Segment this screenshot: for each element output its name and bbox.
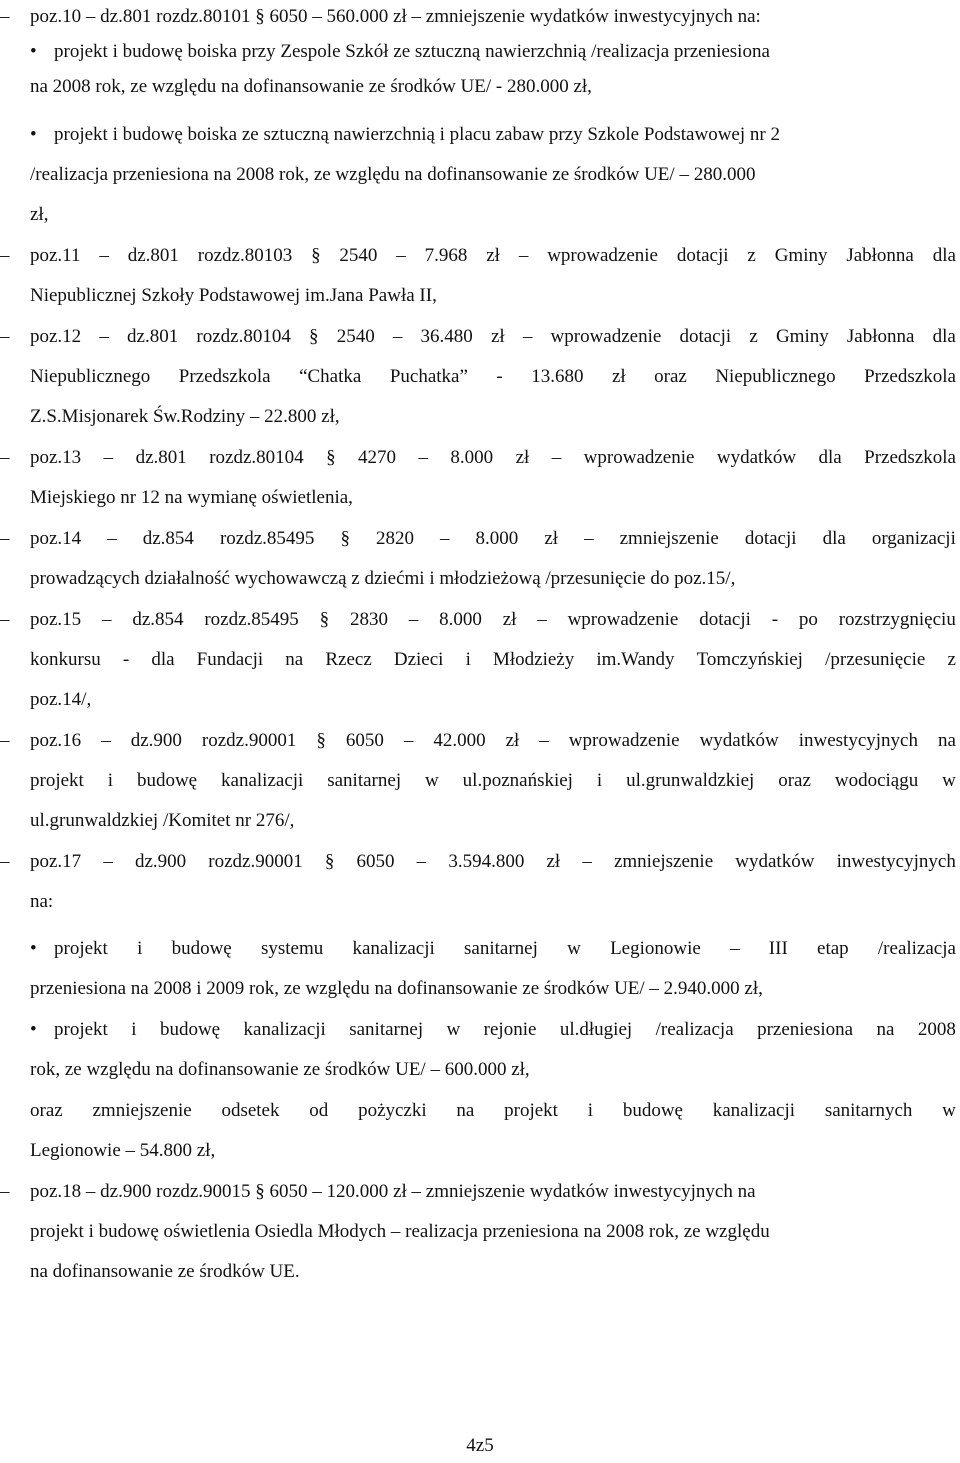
text-line: Legionowie – 54.800 zł, xyxy=(30,1140,216,1161)
text-line: projekt i budowę oświetlenia Osiedla Młodych – realizacja przeniesiona na 2008 rok, ze względu xyxy=(30,1221,770,1242)
list-dash-marker: – xyxy=(0,245,10,266)
text-line: prowadzących działalność wychowawczą z dziećmi i młodzieżową /przesunięcie do poz.15/, xyxy=(30,568,736,589)
text-line: Niepublicznego Przedszkola “Chatka Puchatka” - 13.680 zł oraz Niepublicznego Przedszkola xyxy=(30,366,956,387)
list-dash-marker: – xyxy=(0,326,10,347)
list-dash-marker: – xyxy=(0,6,10,27)
text-line: konkursu - dla Fundacji na Rzecz Dzieci i Młodzieży im.Wandy Tomczyńskiej /przesunięcie z xyxy=(30,649,956,670)
list-dash-marker: – xyxy=(0,851,10,872)
text-line: poz.13 – dz.801 rozdz.80104 § 4270 – 8.000 zł – wprowadzenie wydatków dla Przedszkola xyxy=(30,447,956,468)
list-bullet-marker: • xyxy=(30,1019,37,1040)
text-line: Miejskiego nr 12 na wymianę oświetlenia, xyxy=(30,487,353,508)
text-line: ul.grunwaldzkiej /Komitet nr 276/, xyxy=(30,810,295,831)
list-bullet-marker: • xyxy=(30,124,37,145)
text-line: poz.12 – dz.801 rozdz.80104 § 2540 – 36.480 zł – wprowadzenie dotacji z Gminy Jabłonna dla xyxy=(30,326,956,347)
text-line: projekt i budowę kanalizacji sanitarnej w rejonie ul.długiej /realizacja przeniesiona na 2008 xyxy=(54,1019,956,1040)
list-dash-marker: – xyxy=(0,609,10,630)
text-line: rok, ze względu na dofinansowanie ze środków UE/ – 600.000 zł, xyxy=(30,1059,530,1080)
text-line: Niepublicznej Szkoły Podstawowej im.Jana Pawła II, xyxy=(30,285,437,306)
text-line: na dofinansowanie ze środków UE. xyxy=(30,1261,300,1282)
list-bullet-marker: • xyxy=(30,41,37,62)
page-number: 4z5 xyxy=(466,1435,494,1456)
text-line: poz.17 – dz.900 rozdz.90001 § 6050 – 3.594.800 zł – zmniejszenie wydatków inwestycyjnych xyxy=(30,851,956,872)
list-dash-marker: – xyxy=(0,447,10,468)
text-line: projekt i budowę boiska przy Zespole Szkół ze sztuczną nawierzchnią /realizacja przeniesiona xyxy=(54,41,770,62)
text-line: na 2008 rok, ze względu na dofinansowanie ze środków UE/ - 280.000 zł, xyxy=(30,76,592,97)
list-dash-marker: – xyxy=(0,730,10,751)
text-line: poz.10 – dz.801 rozdz.80101 § 6050 – 560.000 zł – zmniejszenie wydatków inwestycyjnych na: xyxy=(30,6,761,27)
list-dash-marker: – xyxy=(0,528,10,549)
text-line: poz.15 – dz.854 rozdz.85495 § 2830 – 8.000 zł – wprowadzenie dotacji - po rozstrzygnięciu xyxy=(30,609,956,630)
text-line: poz.18 – dz.900 rozdz.90015 § 6050 – 120.000 zł – zmniejszenie wydatków inwestycyjnych na xyxy=(30,1181,756,1202)
text-line: poz.14/, xyxy=(30,689,92,710)
text-line: poz.11 – dz.801 rozdz.80103 § 2540 – 7.968 zł – wprowadzenie dotacji z Gminy Jabłonna dla xyxy=(30,245,956,266)
text-line: poz.16 – dz.900 rozdz.90001 § 6050 – 42.000 zł – wprowadzenie wydatków inwestycyjnych na xyxy=(30,730,956,751)
text-line: projekt i budowę kanalizacji sanitarnej w ul.poznańskiej i ul.grunwaldzkiej oraz wodociągu w xyxy=(30,770,956,791)
list-bullet-marker: • xyxy=(30,938,37,959)
text-line: Z.S.Misjonarek Św.Rodziny – 22.800 zł, xyxy=(30,406,340,427)
text-line: /realizacja przeniesiona na 2008 rok, ze względu na dofinansowanie ze środków UE/ – 280.000 xyxy=(30,164,756,185)
list-dash-marker: – xyxy=(0,1181,10,1202)
text-line: projekt i budowę boiska ze sztuczną nawierzchnią i placu zabaw przy Szkole Podstawowej nr 2 xyxy=(54,124,780,145)
text-line: zł, xyxy=(30,204,49,225)
text-line: oraz zmniejszenie odsetek od pożyczki na projekt i budowę kanalizacji sanitarnych w xyxy=(30,1100,956,1121)
text-line: na: xyxy=(30,891,54,912)
text-line: poz.14 – dz.854 rozdz.85495 § 2820 – 8.000 zł – zmniejszenie dotacji dla organizacji xyxy=(30,528,956,549)
text-line: projekt i budowę systemu kanalizacji sanitarnej w Legionowie – III etap /realizacja xyxy=(54,938,956,959)
text-line: przeniesiona na 2008 i 2009 rok, ze względu na dofinansowanie ze środków UE/ – 2.940.000 zł, xyxy=(30,978,763,999)
